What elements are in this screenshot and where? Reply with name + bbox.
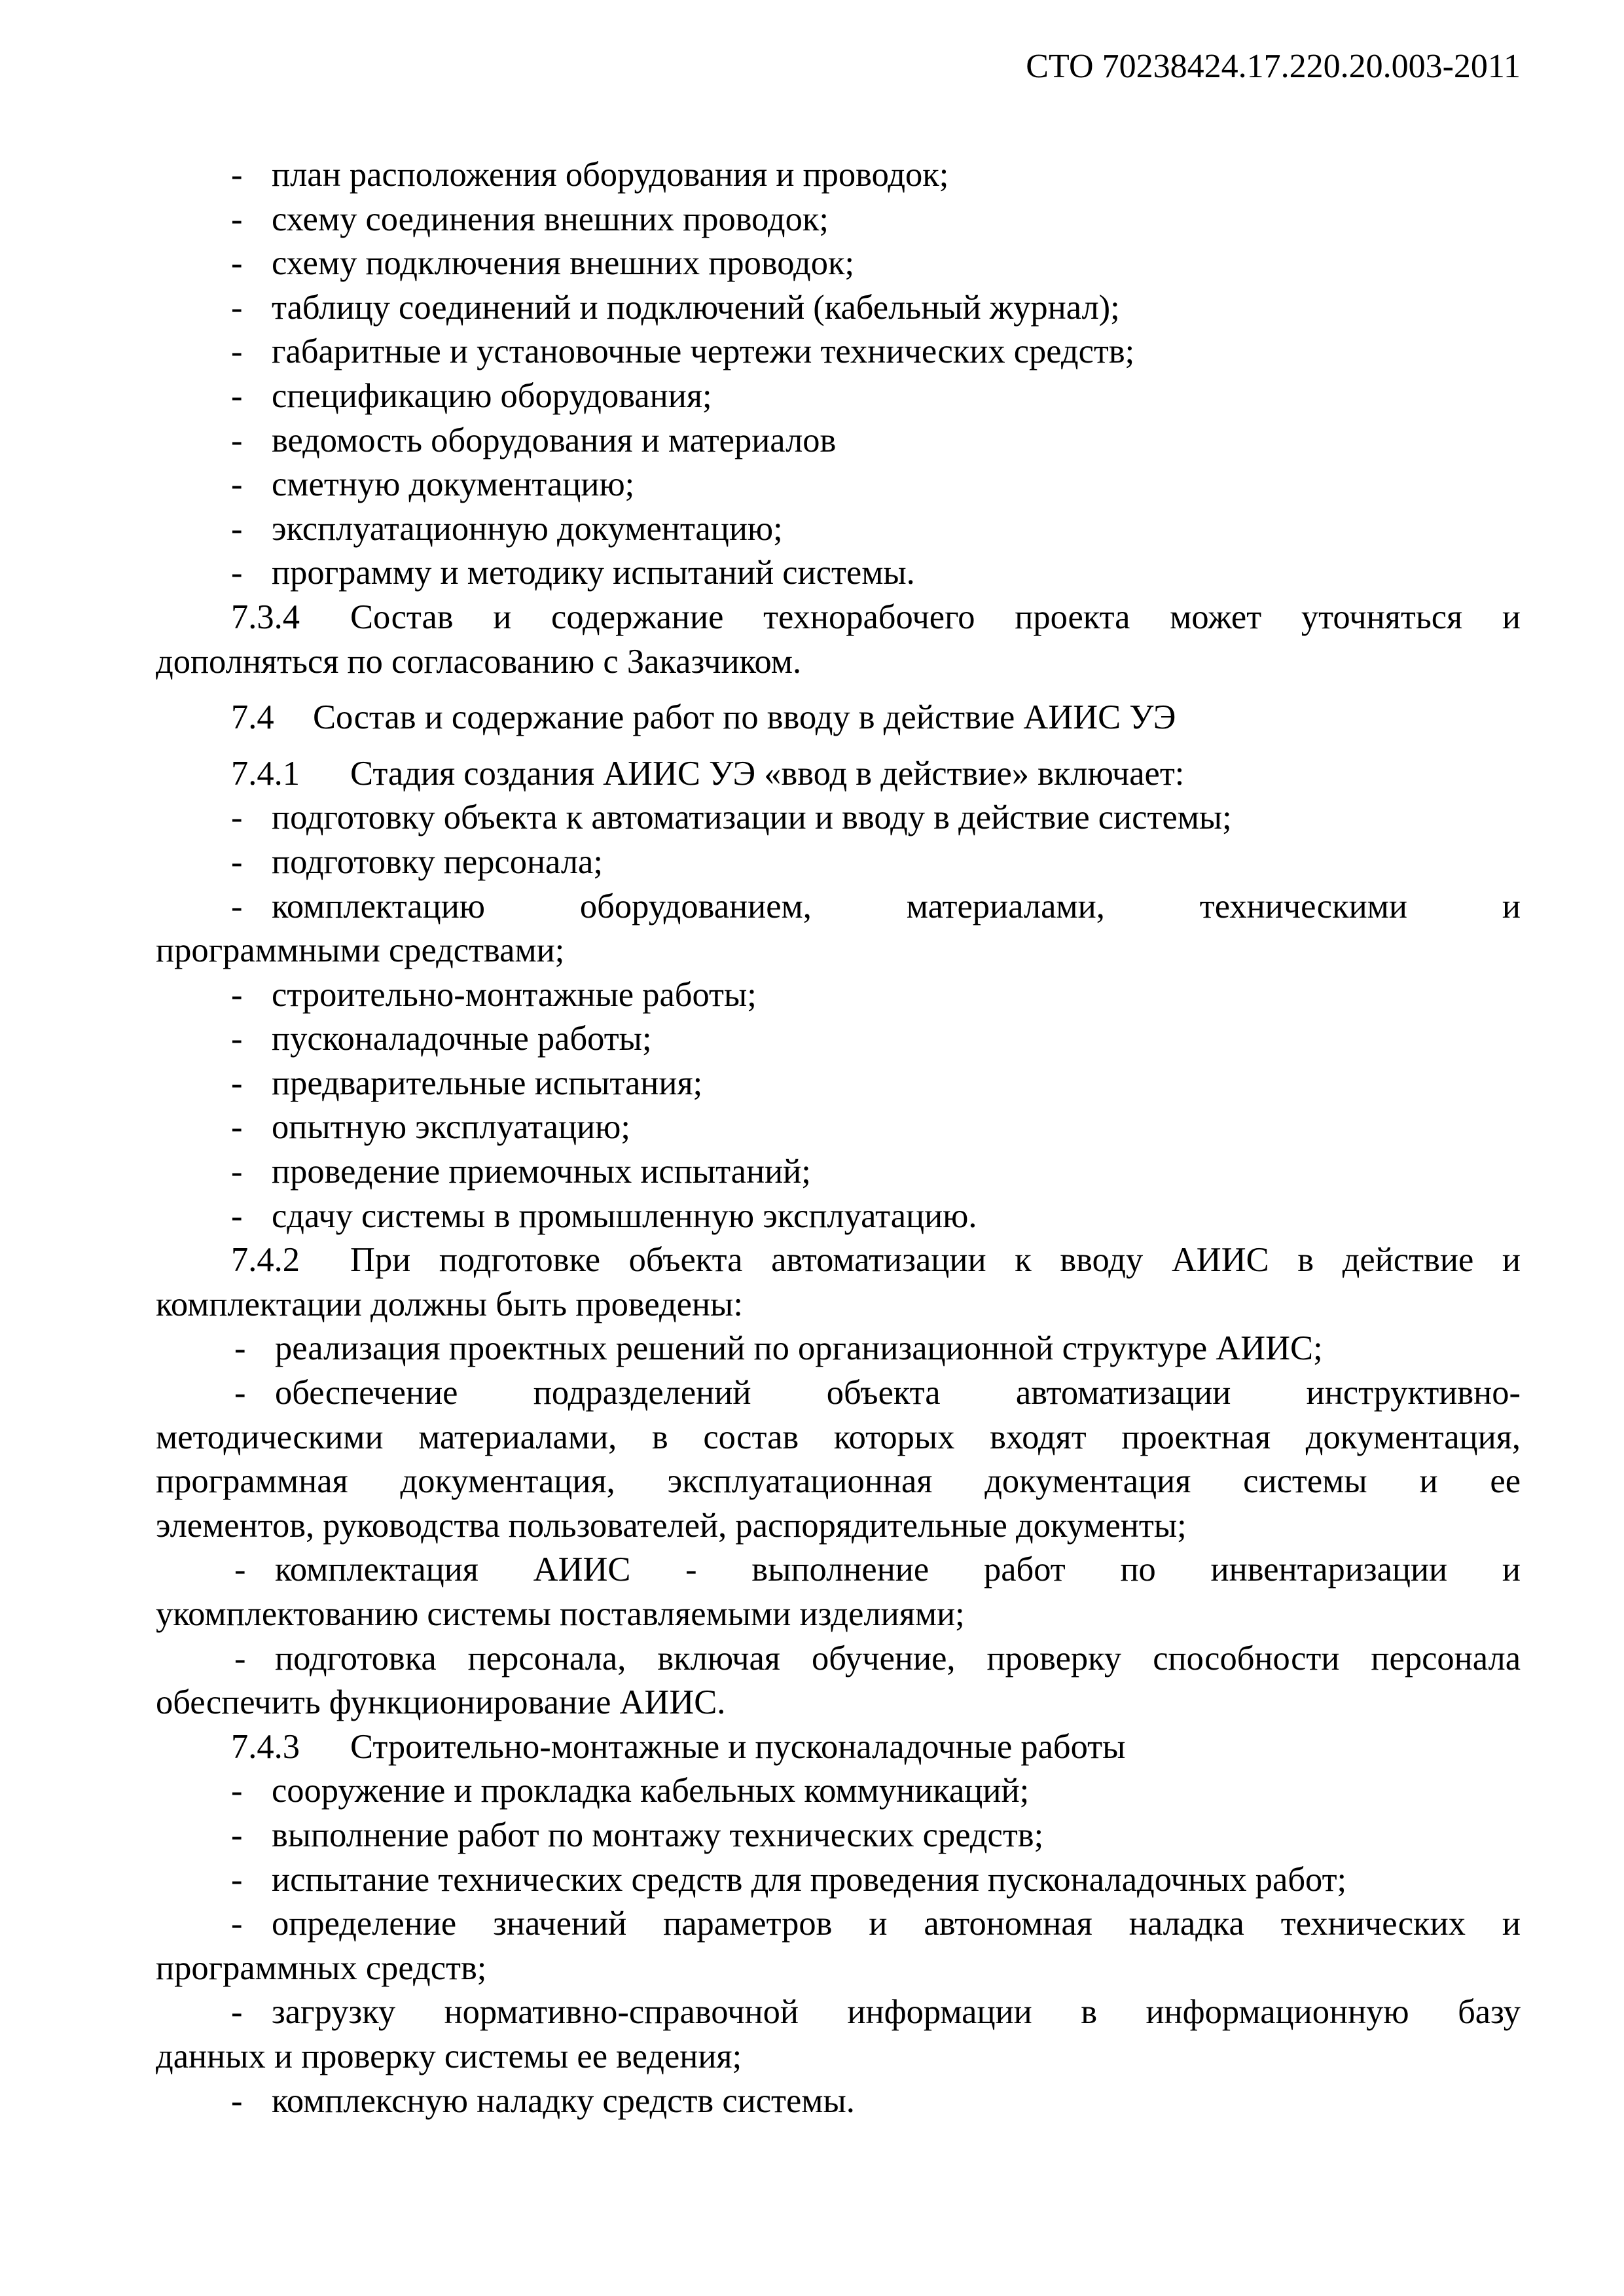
list-item-text: сметную документацию; xyxy=(272,465,635,504)
list-item xyxy=(156,1858,1521,1903)
dash-marker: - xyxy=(231,332,243,371)
paragraph-gap xyxy=(156,740,1521,752)
clause-number: 7.4.1 xyxy=(231,754,300,793)
list-item xyxy=(156,1814,1521,1858)
dash-marker: - xyxy=(231,288,243,327)
list-item xyxy=(156,1637,1521,1681)
list-item xyxy=(156,1902,1521,1946)
list-item xyxy=(156,1548,1521,1592)
dash-marker: - xyxy=(231,376,243,415)
dash-marker: - xyxy=(234,1551,246,1589)
clause-7-3-4 xyxy=(156,596,1521,640)
list-item-text: подготовку персонала; xyxy=(272,842,603,881)
list-item xyxy=(156,242,1521,286)
list-item xyxy=(156,463,1521,507)
list-item-text: реализация проектных решений по организационной структуре АИИС; xyxy=(275,1329,1323,1368)
dash-marker: - xyxy=(231,421,243,459)
dash-marker: - xyxy=(231,1196,243,1235)
list-item-continuation: программными средствами; xyxy=(156,931,565,970)
list-item-continuation: обеспечить функционирование АИИС. xyxy=(156,1683,726,1722)
list-item xyxy=(156,1371,1521,1416)
dash-marker: - xyxy=(231,200,243,238)
dash-marker: - xyxy=(231,975,243,1014)
list-item xyxy=(156,840,1521,885)
dash-marker: - xyxy=(231,509,243,548)
list-item-text: пусконаладочные работы; xyxy=(272,1020,652,1058)
list-item xyxy=(156,2079,1521,2124)
dash-marker: - xyxy=(234,1639,246,1677)
list-item-continuation: укомплектованию системы поставляемыми изделиями; xyxy=(156,1595,965,1633)
dash-marker: - xyxy=(231,887,243,925)
list-item-text: сооружение и прокладка кабельных коммуникаций; xyxy=(272,1772,1030,1810)
list-item-continuation: программных средств; xyxy=(156,1948,487,1987)
dash-marker: - xyxy=(231,156,243,194)
clause-text-line: Строительно-монтажные и пусконаладочные работы xyxy=(350,1727,1126,1766)
list-item-continuation: данных и проверку системы ее ведения; xyxy=(156,2037,742,2075)
clause-number: 7.4.3 xyxy=(231,1727,300,1766)
list-item xyxy=(156,1990,1521,2035)
list-item-text: габаритные и установочные чертежи технических средств; xyxy=(272,332,1135,371)
list-item xyxy=(156,198,1521,242)
dash-marker: - xyxy=(231,842,243,881)
list-item-text: определение значений параметров и автономная наладка технических и xyxy=(272,1905,1521,1943)
paragraph-gap xyxy=(156,684,1521,696)
dash-marker: - xyxy=(234,1374,246,1412)
list-item-text: эксплуатационную документацию; xyxy=(272,509,783,548)
list-item-continuation: элементов, руководства пользователей, распорядительные документы; xyxy=(156,1506,1187,1545)
list-item-text: план расположения оборудования и проводок; xyxy=(272,156,949,194)
dash-marker: - xyxy=(231,798,243,837)
clause-text-line: дополняться по согласованию с Заказчиком. xyxy=(156,642,802,681)
clause-text-line: Стадия создания АИИС УЭ «ввод в действие» включает: xyxy=(350,754,1185,793)
dash-marker: - xyxy=(234,1329,246,1368)
list-item-text: подготовку объекта к автоматизации и вводу в действие системы; xyxy=(272,798,1232,837)
document-header-code: СТО 70238424.17.220.20.003-2011 xyxy=(1026,48,1521,85)
dash-marker: - xyxy=(231,1108,243,1147)
clause-7-4-3 xyxy=(156,1725,1521,1770)
list-item xyxy=(156,1150,1521,1194)
list-item xyxy=(156,1327,1521,1371)
list-item xyxy=(156,419,1521,463)
list-item xyxy=(156,286,1521,331)
list-item-text: предварительные испытания; xyxy=(272,1064,703,1102)
list-item xyxy=(156,153,1521,198)
list-item xyxy=(156,973,1521,1018)
dash-marker: - xyxy=(231,244,243,283)
clause-text-line: При подготовке объекта автоматизации к вводу АИИС в действие и xyxy=(350,1241,1521,1280)
dash-marker: - xyxy=(231,1816,243,1854)
list-item-continuation: программная документация, эксплуатационная документация системы и ее xyxy=(156,1462,1521,1501)
list-item-text: таблицу соединений и подключений (кабельный журнал); xyxy=(272,288,1120,327)
clause-7-4-2 xyxy=(156,1238,1521,1283)
dash-marker: - xyxy=(231,1993,243,2032)
dash-marker: - xyxy=(231,554,243,592)
list-item-text: ведомость оборудования и материалов xyxy=(272,421,837,459)
list-item-text: сдачу системы в промышленную эксплуатацию. xyxy=(272,1196,977,1235)
list-item-text: обеспечение подразделений объекта автоматизации инструктивно- xyxy=(275,1374,1521,1412)
list-item-text: схему соединения внешних проводок; xyxy=(272,200,829,238)
list-item-text: комплектацию оборудованием, материалами, техническими и xyxy=(272,887,1521,925)
list-item xyxy=(156,1062,1521,1106)
list-item xyxy=(156,507,1521,552)
dash-marker: - xyxy=(231,465,243,504)
section-number: 7.4 xyxy=(231,698,274,737)
list-item-text: испытание технических средств для проведения пусконаладочных работ; xyxy=(272,1860,1347,1899)
dash-marker: - xyxy=(231,1860,243,1899)
clause-7-4-1 xyxy=(156,752,1521,797)
list-item-text: программу и методику испытаний системы. xyxy=(272,554,915,592)
dash-marker: - xyxy=(231,2081,243,2120)
document-body xyxy=(156,153,1521,2123)
list-item-text: спецификацию оборудования; xyxy=(272,376,712,415)
dash-marker: - xyxy=(231,1020,243,1058)
dash-marker: - xyxy=(231,1064,243,1102)
list-item xyxy=(156,796,1521,840)
dash-marker: - xyxy=(231,1772,243,1810)
list-item-text: выполнение работ по монтажу технических средств; xyxy=(272,1816,1044,1854)
list-item-text: схему подключения внешних проводок; xyxy=(272,244,855,283)
section-heading-7-4 xyxy=(156,696,1521,740)
dash-marker: - xyxy=(231,1153,243,1191)
list-item xyxy=(156,1105,1521,1150)
clause-number: 7.3.4 xyxy=(231,598,300,636)
dash-marker: - xyxy=(231,1905,243,1943)
list-item-text: строительно-монтажные работы; xyxy=(272,975,757,1014)
list-item-text: загрузку нормативно-справочной информации в информационную базу xyxy=(272,1993,1521,2032)
section-title: Состав и содержание работ по вводу в действие АИИС УЭ xyxy=(313,698,1176,737)
list-item xyxy=(156,1769,1521,1814)
list-item-continuation: методическими материалами, в состав которых входят проектная документация, xyxy=(156,1418,1521,1456)
list-item xyxy=(156,330,1521,374)
list-item-text: подготовка персонала, включая обучение, проверку способности персонала xyxy=(275,1639,1521,1677)
list-item xyxy=(156,551,1521,596)
clause-number: 7.4.2 xyxy=(231,1241,300,1280)
list-item xyxy=(156,1017,1521,1062)
list-item xyxy=(156,374,1521,419)
list-item xyxy=(156,1194,1521,1239)
list-item-text: опытную эксплуатацию; xyxy=(272,1108,630,1147)
clause-text-line: Состав и содержание технорабочего проекта может уточняться и xyxy=(350,598,1521,636)
clause-text-line: комплектации должны быть проведены: xyxy=(156,1285,743,1323)
list-item-text: проведение приемочных испытаний; xyxy=(272,1153,811,1191)
list-item xyxy=(156,885,1521,929)
list-item-text: комплектация АИИС - выполнение работ по инвентаризации и xyxy=(275,1551,1521,1589)
list-item-text: комплексную наладку средств системы. xyxy=(272,2081,855,2120)
